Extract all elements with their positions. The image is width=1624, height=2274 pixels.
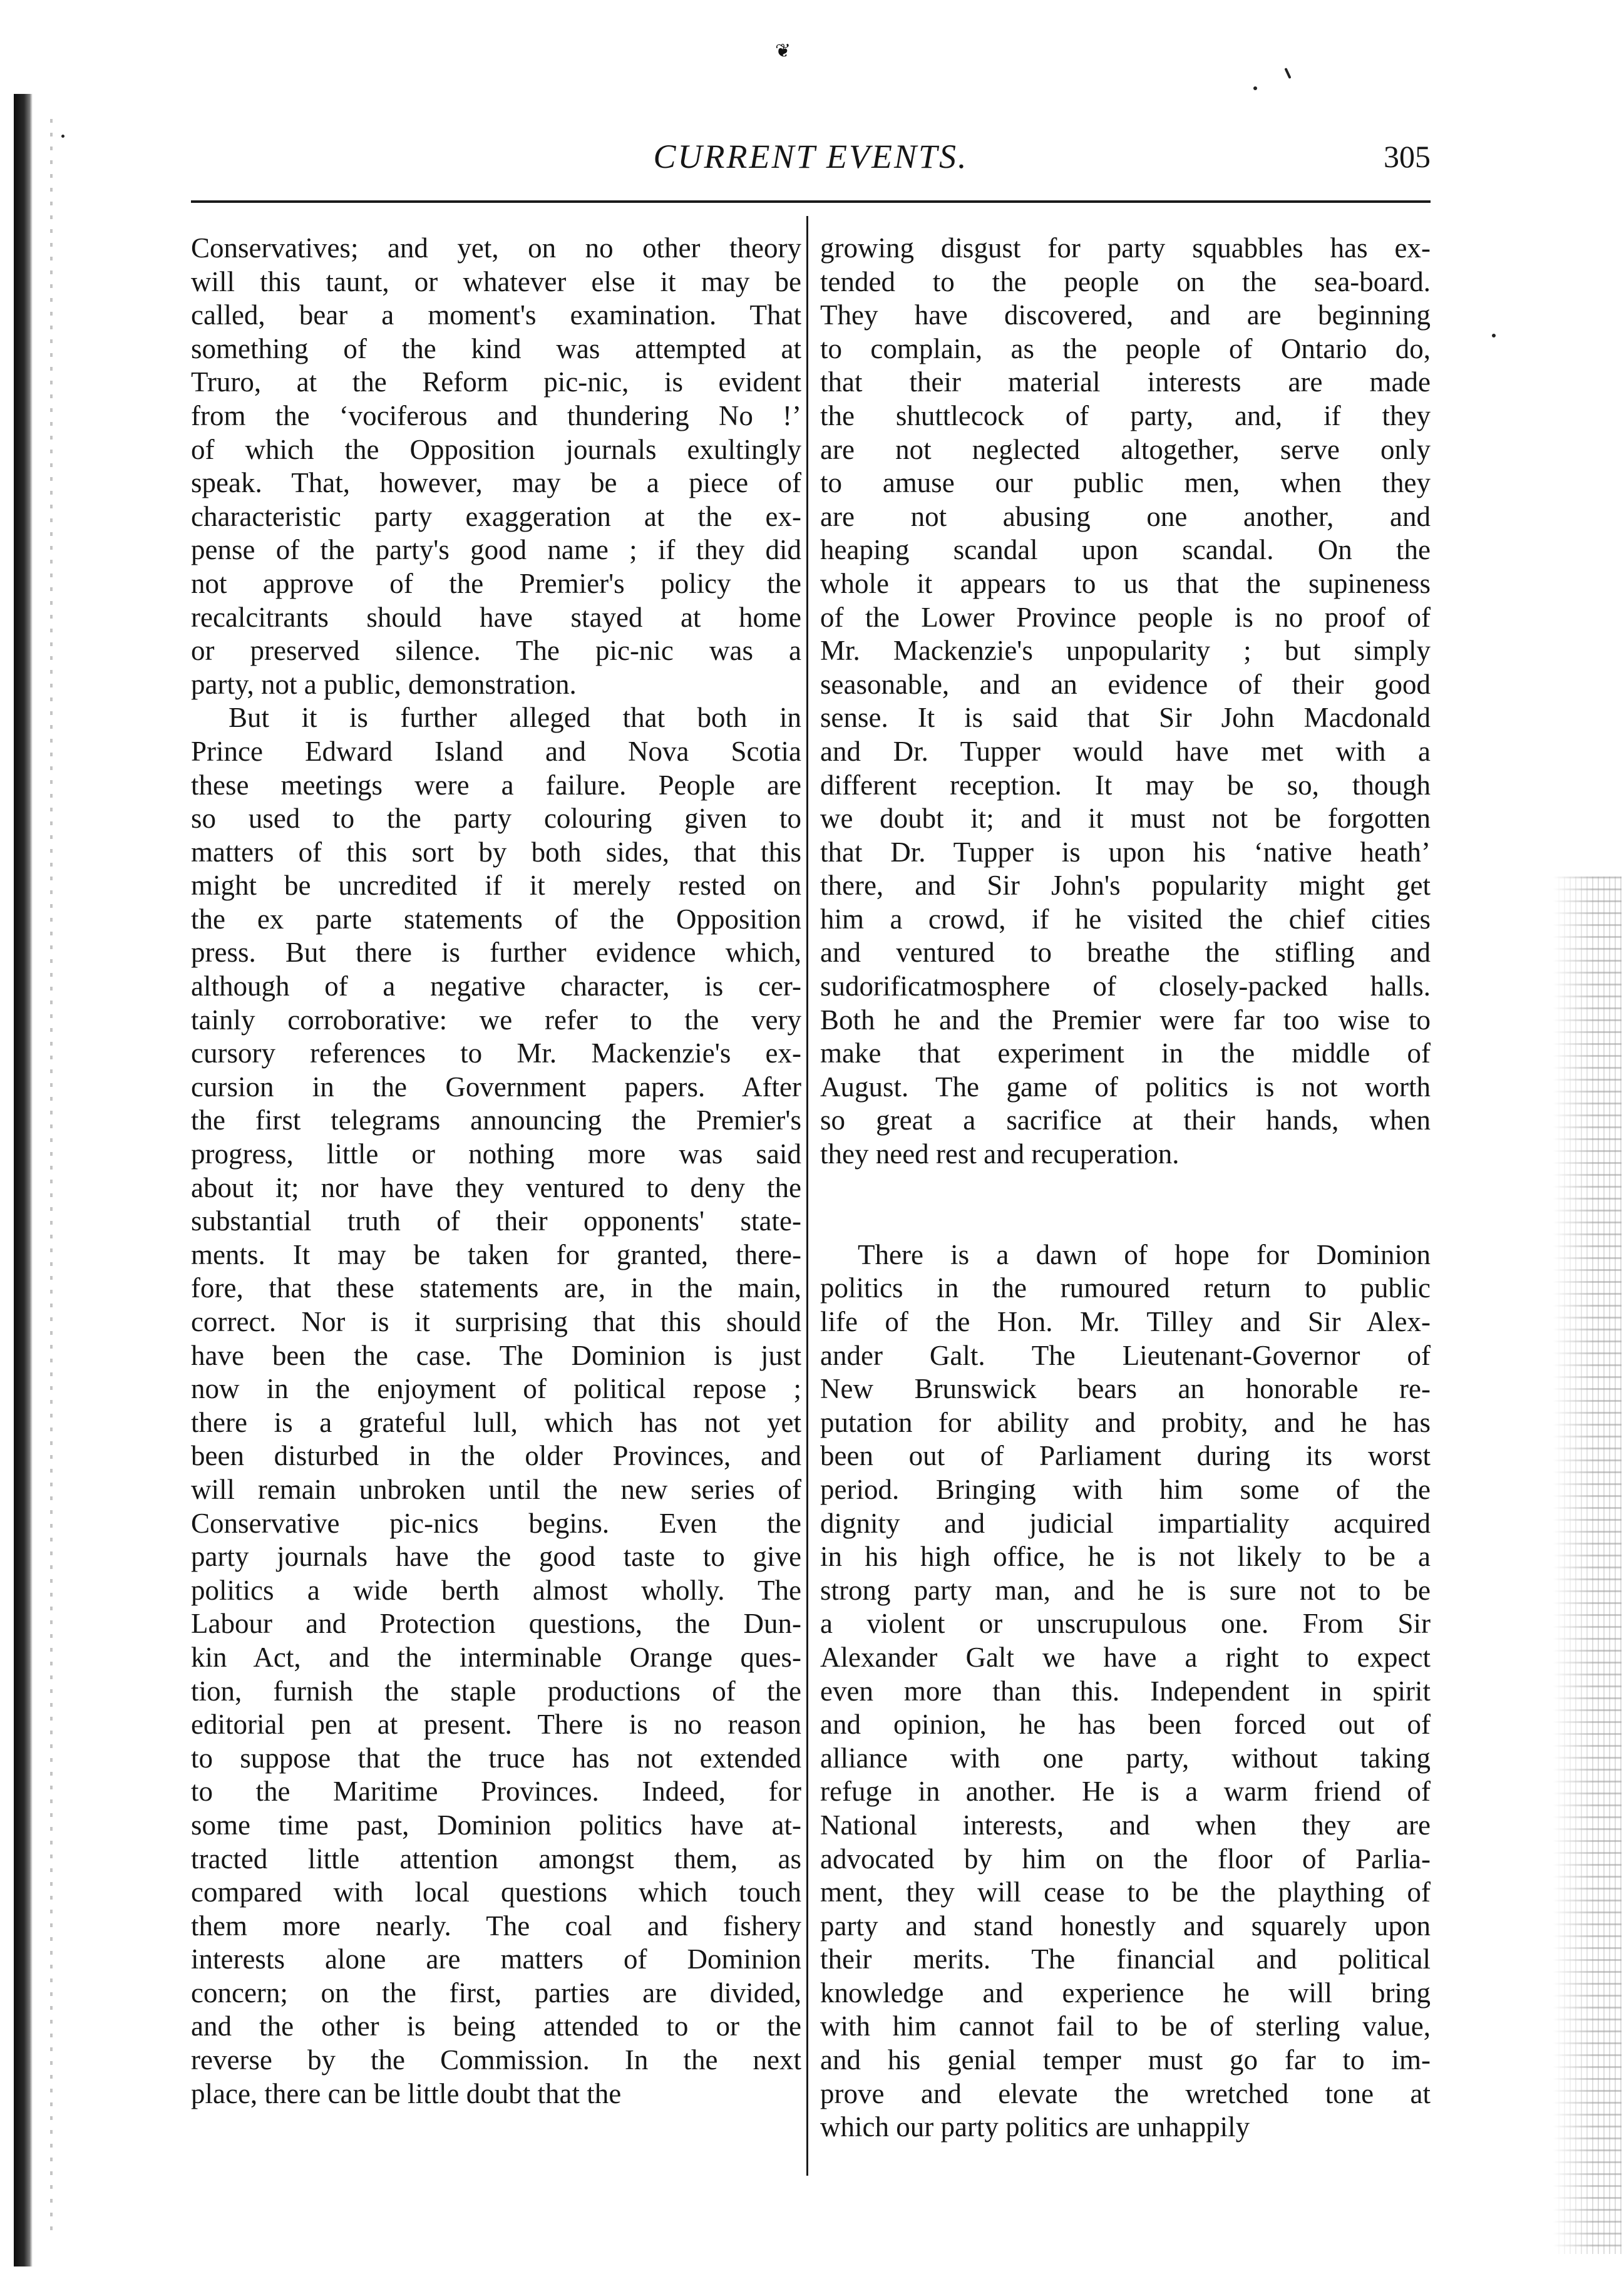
text-line: party and stand honestly and squarely upon — [820, 1910, 1431, 1942]
text-line: Conservatives; and yet, on no other theory — [191, 232, 801, 264]
text-line: politics in the rumoured return to public — [820, 1272, 1431, 1304]
text-line: advocated by him on the floor of Parlia- — [820, 1843, 1431, 1875]
text-line: sudorificatmosphere of closely-packed halls. — [820, 970, 1431, 1002]
text-line: politics a wide berth almost wholly. The — [191, 1574, 801, 1606]
text-line: cursion in the Government papers. After — [191, 1071, 801, 1103]
text-line: so used to the party colouring given to — [191, 803, 801, 835]
text-line: them more nearly. The coal and fishery — [191, 1910, 801, 1942]
text-line: and ventured to breathe the stifling and — [820, 937, 1431, 969]
text-line: from the ‘vociferous and thundering No !’ — [191, 399, 801, 431]
text-line: Alexander Galt we have a right to expect — [820, 1641, 1431, 1673]
text-line: they need rest and recuperation. — [820, 1138, 1179, 1170]
text-line: speak. That, however, may be a piece of — [191, 467, 801, 499]
text-line: make that experiment in the middle of — [820, 1037, 1431, 1069]
left-column — [191, 232, 801, 2111]
text-line: Mr. Mackenzie's unpopularity ; but simply — [820, 635, 1431, 667]
header-rule — [191, 200, 1431, 203]
text-line: him a crowd, if he visited the chief cities — [820, 903, 1431, 935]
text-line: seasonable, and an evidence of their good — [820, 668, 1431, 700]
text-line: been out of Parliament during its worst — [820, 1440, 1431, 1472]
text-line: there, and Sir John's popularity might get — [820, 870, 1431, 902]
text-line: Both he and the Premier were far too wise to — [820, 1004, 1431, 1036]
text-line: to the Maritime Provinces. Indeed, for — [191, 1776, 801, 1808]
text-line: Truro, at the Reform pic-nic, is evident — [191, 366, 801, 398]
text-line: dignity and judicial impartiality acquired — [820, 1507, 1431, 1539]
text-line: are not neglected altogether, serve only — [820, 433, 1431, 465]
text-line: Conservative pic-nics begins. Even the — [191, 1507, 801, 1539]
text-line: been disturbed in the older Provinces, and — [191, 1440, 801, 1472]
text-line: August. The game of politics is not worth — [820, 1071, 1431, 1103]
text-line: to suppose that the truce has not extended — [191, 1742, 801, 1774]
text-line: life of the Hon. Mr. Tilley and Sir Alex- — [820, 1306, 1431, 1337]
text-line: matters of this sort by both sides, that this — [191, 836, 801, 868]
text-line: these meetings were a failure. People are — [191, 769, 801, 801]
right-column — [820, 232, 1431, 2144]
text-line: might be uncredited if it merely rested on — [191, 870, 801, 902]
text-line: characteristic party exaggeration at the ex- — [191, 500, 801, 532]
running-head — [191, 135, 1431, 178]
text-line: a violent or unscrupulous one. From Sir — [820, 1608, 1431, 1640]
text-line: whole it appears to us that the supineness — [820, 567, 1431, 599]
text-line: of the Lower Province people is no proof of — [820, 601, 1431, 633]
text-line: strong party man, and he is sure not to be — [820, 1574, 1431, 1606]
column-divider — [806, 216, 808, 2176]
paragraph-start-line: But it is further alleged that both in — [229, 702, 801, 734]
running-title: CURRENT EVENTS. — [653, 138, 969, 175]
text-line: recalcitrants should have stayed at home — [191, 601, 801, 633]
text-line: and the other is being attended to or the — [191, 2010, 801, 2042]
text-line: prove and elevate the wretched tone at — [820, 2077, 1431, 2109]
text-line: kin Act, and the interminable Orange ques- — [191, 1641, 801, 1673]
text-line: Labour and Protection questions, the Dun- — [191, 1608, 801, 1640]
ink-speck — [1284, 68, 1291, 79]
text-line: growing disgust for party squabbles has ex- — [820, 232, 1431, 264]
text-line: and his genial temper must go far to im- — [820, 2044, 1431, 2076]
text-line: correct. Nor is it surprising that this should — [191, 1306, 801, 1337]
text-line: tended to the people on the sea-board. — [820, 265, 1431, 297]
text-line: sense. It is said that Sir John Macdonald — [820, 702, 1431, 734]
text-line: New Brunswick bears an honorable re- — [820, 1373, 1431, 1405]
text-line: period. Bringing with him some of the — [820, 1473, 1431, 1505]
text-line: will remain unbroken until the new series of — [191, 1473, 801, 1505]
text-line: ander Galt. The Lieutenant-Governor of — [820, 1339, 1431, 1371]
text-line: of which the Opposition journals exultingly — [191, 433, 801, 465]
text-line: progress, little or nothing more was said — [191, 1138, 801, 1170]
ink-speck — [1492, 334, 1496, 337]
text-line: not approve of the Premier's policy the — [191, 567, 801, 599]
text-line: will this taunt, or whatever else it may be — [191, 265, 801, 297]
paragraph-start-line: There is a dawn of hope for Dominion — [858, 1238, 1431, 1270]
text-line: to complain, as the people of Ontario do, — [820, 332, 1431, 364]
text-line: different reception. It may be so, though — [820, 769, 1431, 801]
text-line: called, bear a moment's examination. That — [191, 299, 801, 331]
text-line: Prince Edward Island and Nova Scotia — [191, 735, 801, 767]
ink-speck — [61, 135, 64, 138]
text-line: ments. It may be taken for granted, there- — [191, 1238, 801, 1270]
text-line: there is a grateful lull, which has not yet — [191, 1406, 801, 1438]
text-line: the ex parte statements of the Opposition — [191, 903, 801, 935]
text-line: place, there can be little doubt that the — [191, 2077, 622, 2109]
text-line: alliance with one party, without taking — [820, 1742, 1431, 1774]
text-line: have been the case. The Dominion is just — [191, 1339, 801, 1371]
text-line: in his high office, he is not likely to be a — [820, 1541, 1431, 1573]
text-line: the shuttlecock of party, and, if they — [820, 399, 1431, 431]
page-number: 305 — [1384, 139, 1431, 174]
text-line: so great a sacrifice at their hands, when — [820, 1104, 1431, 1136]
text-line: heaping scandal upon scandal. On the — [820, 534, 1431, 566]
printer-mark-icon: ❦ — [775, 41, 791, 61]
text-line: to amuse our public men, when they — [820, 467, 1431, 499]
text-line: putation for ability and probity, and he has — [820, 1406, 1431, 1438]
text-line: their merits. The financial and political — [820, 1943, 1431, 1975]
text-line: concern; on the first, parties are divided, — [191, 1977, 801, 2009]
text-line: we doubt it; and it must not be forgotten — [820, 803, 1431, 835]
text-line: some time past, Dominion politics have at- — [191, 1809, 801, 1841]
text-line: something of the kind was attempted at — [191, 332, 801, 364]
text-line: even more than this. Independent in spirit — [820, 1675, 1431, 1707]
text-line: the first telegrams announcing the Premier's — [191, 1104, 801, 1136]
text-line: about it; nor have they ventured to deny the — [191, 1171, 801, 1203]
text-line: ment, they will cease to be the plaything of — [820, 1876, 1431, 1908]
text-line: fore, that these statements are, in the main, — [191, 1272, 801, 1304]
text-line: tracted little attention amongst them, as — [191, 1843, 801, 1875]
text-line: knowledge and experience he will bring — [820, 1977, 1431, 2009]
text-line: are not abusing one another, and — [820, 500, 1431, 532]
text-line: that Dr. Tupper is upon his ‘native heath’ — [820, 836, 1431, 868]
text-line: interests alone are matters of Dominion — [191, 1943, 801, 1975]
text-line: party journals have the good taste to give — [191, 1541, 801, 1573]
text-line: party, not a public, demonstration. — [191, 668, 577, 700]
text-line: now in the enjoyment of political repose ; — [191, 1373, 801, 1405]
text-line: or preserved silence. The pic-nic was a — [191, 635, 801, 667]
book-binding-edge — [14, 94, 33, 2266]
text-line: tion, furnish the staple productions of the — [191, 1675, 801, 1707]
text-line: cursory references to Mr. Mackenzie's ex- — [191, 1037, 801, 1069]
text-line: refuge in another. He is a warm friend of — [820, 1776, 1431, 1808]
text-line: They have discovered, and are beginning — [820, 299, 1431, 331]
text-line: although of a negative character, is cer- — [191, 970, 801, 1002]
text-line: which our party politics are unhappily — [820, 2111, 1250, 2143]
ink-speck — [1253, 86, 1257, 90]
text-line: with him cannot fail to be of sterling value, — [820, 2010, 1431, 2042]
text-line: and opinion, he has been forced out of — [820, 1709, 1431, 1741]
text-line: press. But there is further evidence which, — [191, 937, 801, 969]
text-line: reverse by the Commission. In the next — [191, 2044, 801, 2076]
scan-noise — [1553, 877, 1621, 2254]
text-line: editorial pen at present. There is no reason — [191, 1709, 801, 1741]
text-line: that their material interests are made — [820, 366, 1431, 398]
text-line: compared with local questions which touch — [191, 1876, 801, 1908]
section-gap — [820, 1171, 1431, 1205]
section-gap — [820, 1205, 1431, 1238]
text-line: National interests, and when they are — [820, 1809, 1431, 1841]
text-line: tainly corroborative: we refer to the very — [191, 1004, 801, 1036]
text-line: substantial truth of their opponents' state- — [191, 1205, 801, 1237]
text-line: pense of the party's good name ; if they did — [191, 534, 801, 566]
text-line: and Dr. Tupper would have met with a — [820, 735, 1431, 767]
